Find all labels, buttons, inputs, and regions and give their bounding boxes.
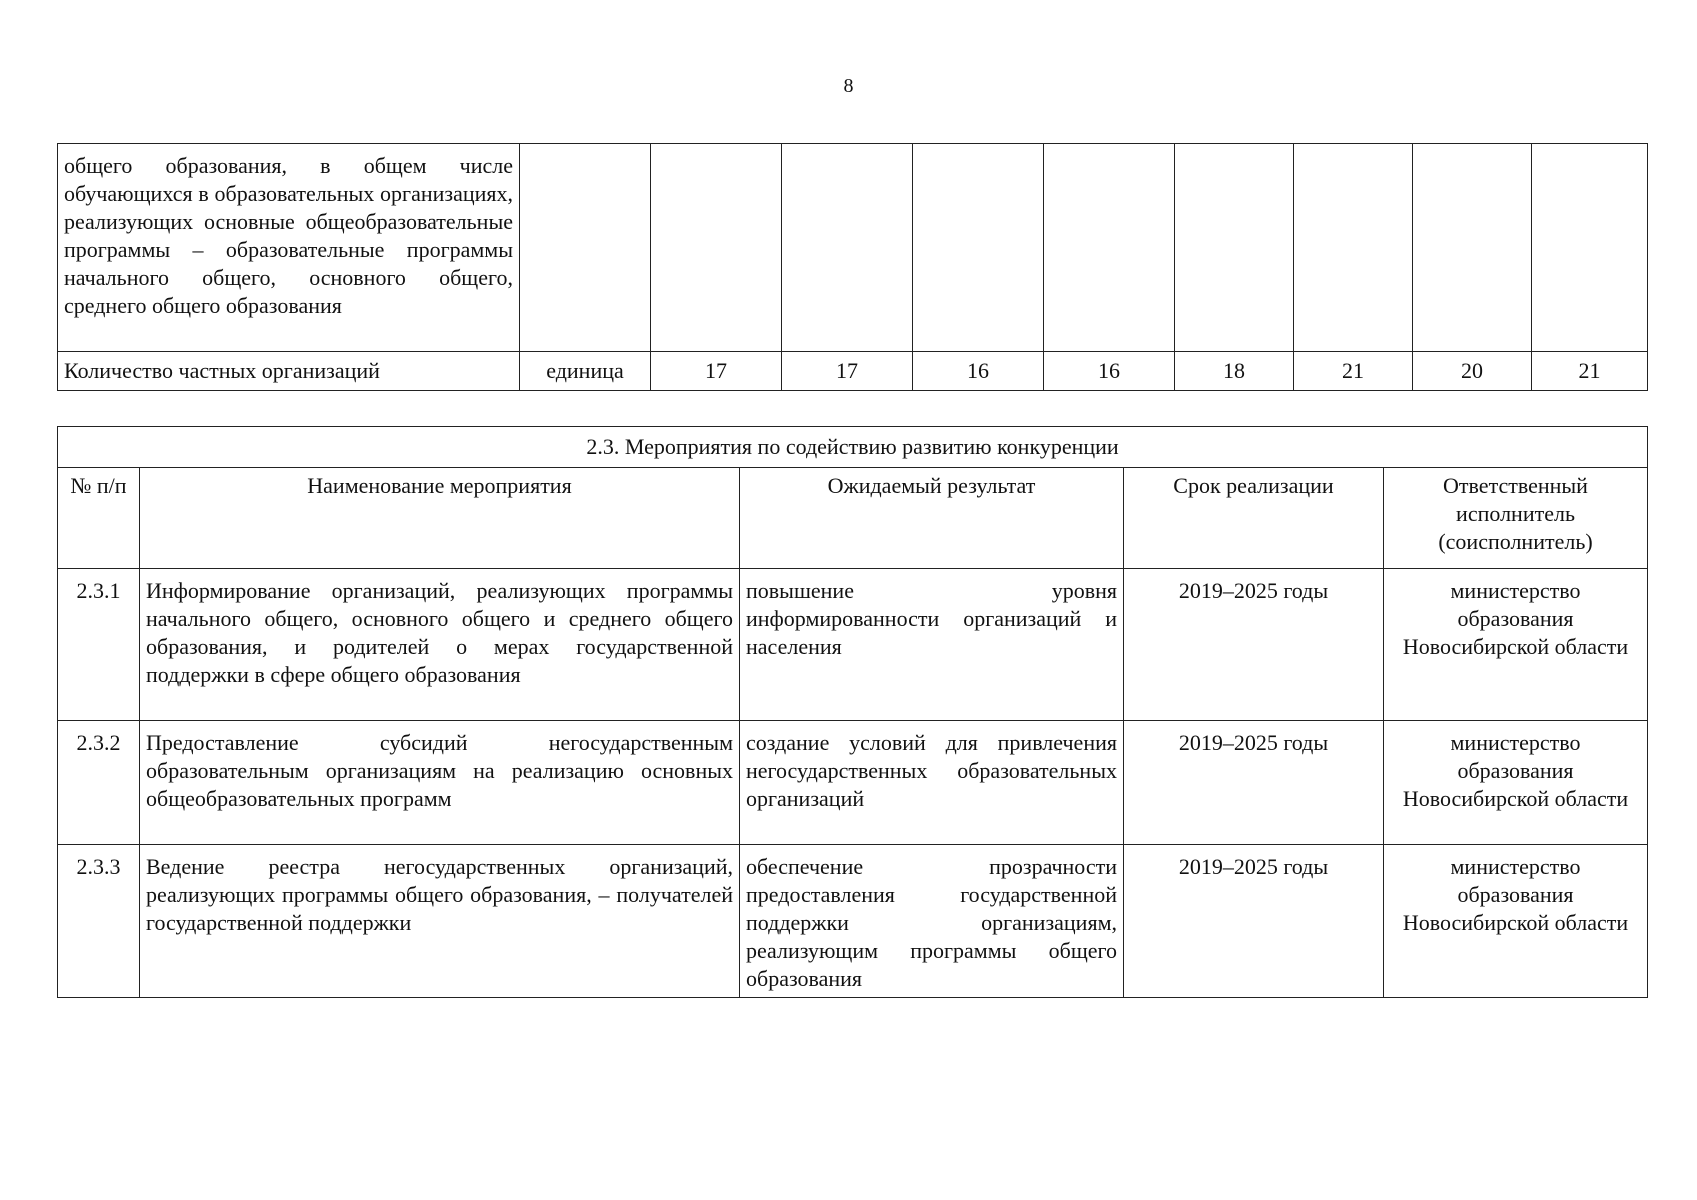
indicators-table bbox=[57, 143, 1648, 391]
row-num: 2.3.3 bbox=[58, 845, 140, 998]
table-header-row bbox=[58, 468, 1648, 569]
measures-table bbox=[57, 426, 1648, 998]
indicator-continuation-row bbox=[58, 144, 1648, 352]
indicator-row-private-orgs bbox=[58, 352, 1648, 391]
row-responsible: министерство образования Новосибирской области bbox=[1384, 721, 1648, 845]
table-row bbox=[58, 569, 1648, 721]
empty-cell bbox=[1532, 144, 1648, 352]
indicator-value: 18 bbox=[1175, 352, 1294, 391]
row-term: 2019–2025 годы bbox=[1124, 845, 1384, 998]
indicator-value: 17 bbox=[651, 352, 782, 391]
empty-cell bbox=[520, 144, 651, 352]
row-result: создание условий для привлечения негосударственных образовательных организаций bbox=[740, 721, 1124, 845]
row-num: 2.3.1 bbox=[58, 569, 140, 721]
header-result: Ожидаемый результат bbox=[740, 468, 1124, 569]
empty-cell bbox=[651, 144, 782, 352]
row-num: 2.3.2 bbox=[58, 721, 140, 845]
indicator-value: 21 bbox=[1294, 352, 1413, 391]
indicator-label: Количество частных организаций bbox=[58, 352, 520, 391]
indicator-continuation-text: общего образования, в общем числе обучающихся в образовательных организациях, реализующих основные общеобразовательные программы – образовательные программы начального общего, основного общего, среднего общего образования bbox=[58, 144, 520, 352]
indicator-value: 20 bbox=[1413, 352, 1532, 391]
row-result: повышение уровня информированности организаций и населения bbox=[740, 569, 1124, 721]
indicator-value: 21 bbox=[1532, 352, 1648, 391]
row-term: 2019–2025 годы bbox=[1124, 721, 1384, 845]
header-num: № п/п bbox=[58, 468, 140, 569]
row-responsible: министерство образования Новосибирской области bbox=[1384, 845, 1648, 998]
empty-cell bbox=[1175, 144, 1294, 352]
empty-cell bbox=[1044, 144, 1175, 352]
row-name: Ведение реестра негосударственных организаций, реализующих программы общего образования, – получателей государственной поддержки bbox=[140, 845, 740, 998]
indicator-unit: единица bbox=[520, 352, 651, 391]
row-term: 2019–2025 годы bbox=[1124, 569, 1384, 721]
indicator-value: 17 bbox=[782, 352, 913, 391]
empty-cell bbox=[1413, 144, 1532, 352]
section-title: 2.3. Мероприятия по содействию развитию конкуренции bbox=[58, 427, 1648, 468]
section-title-row bbox=[58, 427, 1648, 468]
header-responsible: Ответственный исполнитель (соисполнитель) bbox=[1384, 468, 1648, 569]
empty-cell bbox=[782, 144, 913, 352]
empty-cell bbox=[1294, 144, 1413, 352]
row-name: Предоставление субсидий негосударственным образовательным организациям на реализацию основных общеобразовательных программ bbox=[140, 721, 740, 845]
table-row bbox=[58, 721, 1648, 845]
indicator-value: 16 bbox=[1044, 352, 1175, 391]
indicator-value: 16 bbox=[913, 352, 1044, 391]
row-responsible: министерство образования Новосибирской области bbox=[1384, 569, 1648, 721]
empty-cell bbox=[913, 144, 1044, 352]
row-result: обеспечение прозрачности предоставления государственной поддержки организациям, реализующим программы общего образования bbox=[740, 845, 1124, 998]
page-number: 8 bbox=[843, 75, 854, 97]
header-term: Срок реализации bbox=[1124, 468, 1384, 569]
header-name: Наименование мероприятия bbox=[140, 468, 740, 569]
table-row bbox=[58, 845, 1648, 998]
row-name: Информирование организаций, реализующих программы начального общего, основного общего и среднего общего образования, и родителей о мерах государственной поддержки в сфере общего образования bbox=[140, 569, 740, 721]
